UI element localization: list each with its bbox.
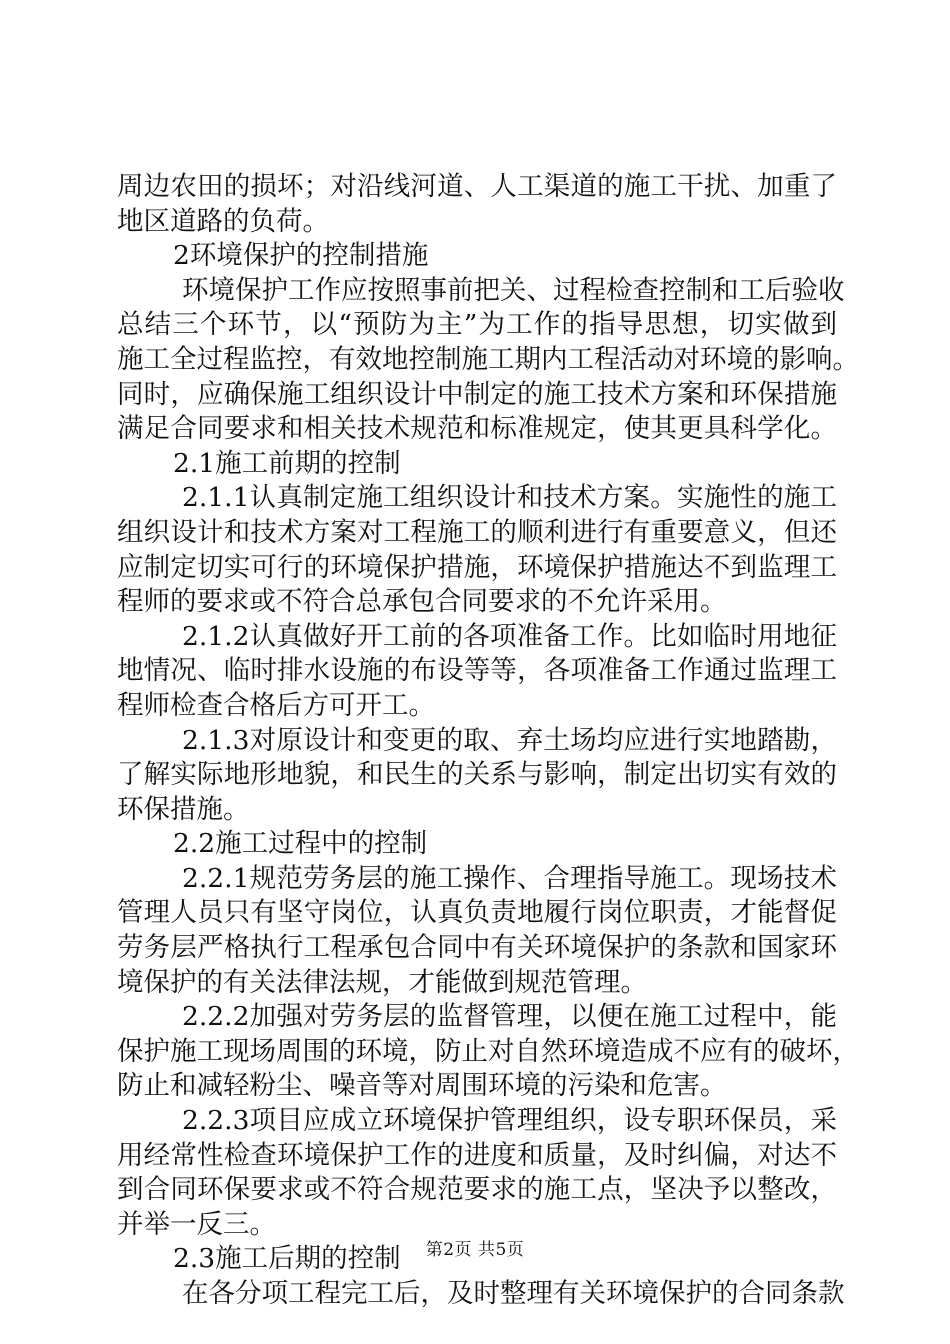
text-line: 满足合同要求和相关技术规范和标准规定，使其更具科学化。 bbox=[117, 413, 837, 445]
text-line: 总结三个环节，以“预防为主”为工作的指导思想，切实做到 bbox=[117, 309, 837, 341]
text-line: 应制定切实可行的环境保护措施，环境保护措施达不到监理工 bbox=[117, 551, 837, 583]
text-line: 地区道路的负荷。 bbox=[117, 205, 329, 237]
text-line: 2.1.1认真制定施工组织设计和技术方案。实施性的施工 bbox=[182, 482, 837, 514]
text-line: 管理人员只有坚守岗位，认真负责地履行岗位职责，才能督促 bbox=[117, 897, 837, 929]
text-line: 地情况、临时排水设施的布设等等，各项准备工作通过监理工 bbox=[117, 655, 837, 687]
document-body bbox=[117, 170, 859, 1312]
text-line: 程师检查合格后方可开工。 bbox=[117, 689, 435, 721]
page-footer: 第2页 共5页 bbox=[425, 1240, 525, 1260]
text-line: 组织设计和技术方案对工程施工的顺利进行有重要意义，但还 bbox=[117, 516, 837, 548]
text-line: 2.2.1规范劳务层的施工操作、合理指导施工。现场技术 bbox=[182, 862, 837, 894]
text-line: 境保护的有关法律法规，才能做到规范管理。 bbox=[117, 966, 647, 998]
text-line: 了解实际地形地貌，和民生的关系与影响，制定出切实有效的 bbox=[117, 759, 837, 791]
section-heading: 2.1施工前期的控制 bbox=[173, 447, 401, 479]
section-heading: 2.3施工后期的控制 bbox=[173, 1243, 401, 1275]
text-line: 同时，应确保施工组织设计中制定的施工技术方案和环保措施 bbox=[117, 378, 837, 410]
text-line: 环保措施。 bbox=[117, 793, 250, 825]
text-line: 2.1.3对原设计和变更的取、弃土场均应进行实地踏勘， bbox=[182, 724, 837, 756]
text-line: 施工全过程监控，有效地控制施工期内工程活动对环境的影响。 bbox=[117, 343, 859, 375]
text-line: 防止和减轻粉尘、噪音等对周围环境的污染和危害。 bbox=[117, 1070, 727, 1102]
text-line: 在各分项工程完工后，及时整理有关环境保护的合同条款 bbox=[182, 1278, 845, 1309]
text-line: 周边农田的损坏；对沿线河道、人工渠道的施工干扰、加重了 bbox=[117, 171, 837, 202]
text-line: 并举一反三。 bbox=[117, 1208, 276, 1240]
text-line: 环境保护工作应按照事前把关、过程检查控制和工后验收 bbox=[182, 274, 845, 306]
text-line: 程师的要求或不符合总承包合同要求的不允许采用。 bbox=[117, 586, 727, 618]
text-line: 用经常性检查环境保护工作的进度和质量，及时纠偏，对达不 bbox=[117, 1139, 837, 1171]
text-line: 2.1.2认真做好开工前的各项准备工作。比如临时用地征 bbox=[182, 620, 837, 652]
text-line: 2.2.3项目应成立环境保护管理组织，设专职环保员，采 bbox=[182, 1105, 837, 1137]
text-line: 保护施工现场周围的环境，防止对自然环境造成不应有的破坏， bbox=[117, 1035, 859, 1067]
section-heading: 2环境保护的控制措施 bbox=[173, 240, 429, 272]
text-line: 2.2.2加强对劳务层的监督管理，以便在施工过程中，能 bbox=[182, 1001, 837, 1033]
section-heading: 2.2施工过程中的控制 bbox=[173, 828, 428, 860]
text-line: 劳务层严格执行工程承包合同中有关环境保护的条款和国家环 bbox=[117, 932, 837, 964]
text-line: 到合同环保要求或不符合规范要求的施工点，坚决予以整改， bbox=[117, 1174, 837, 1206]
